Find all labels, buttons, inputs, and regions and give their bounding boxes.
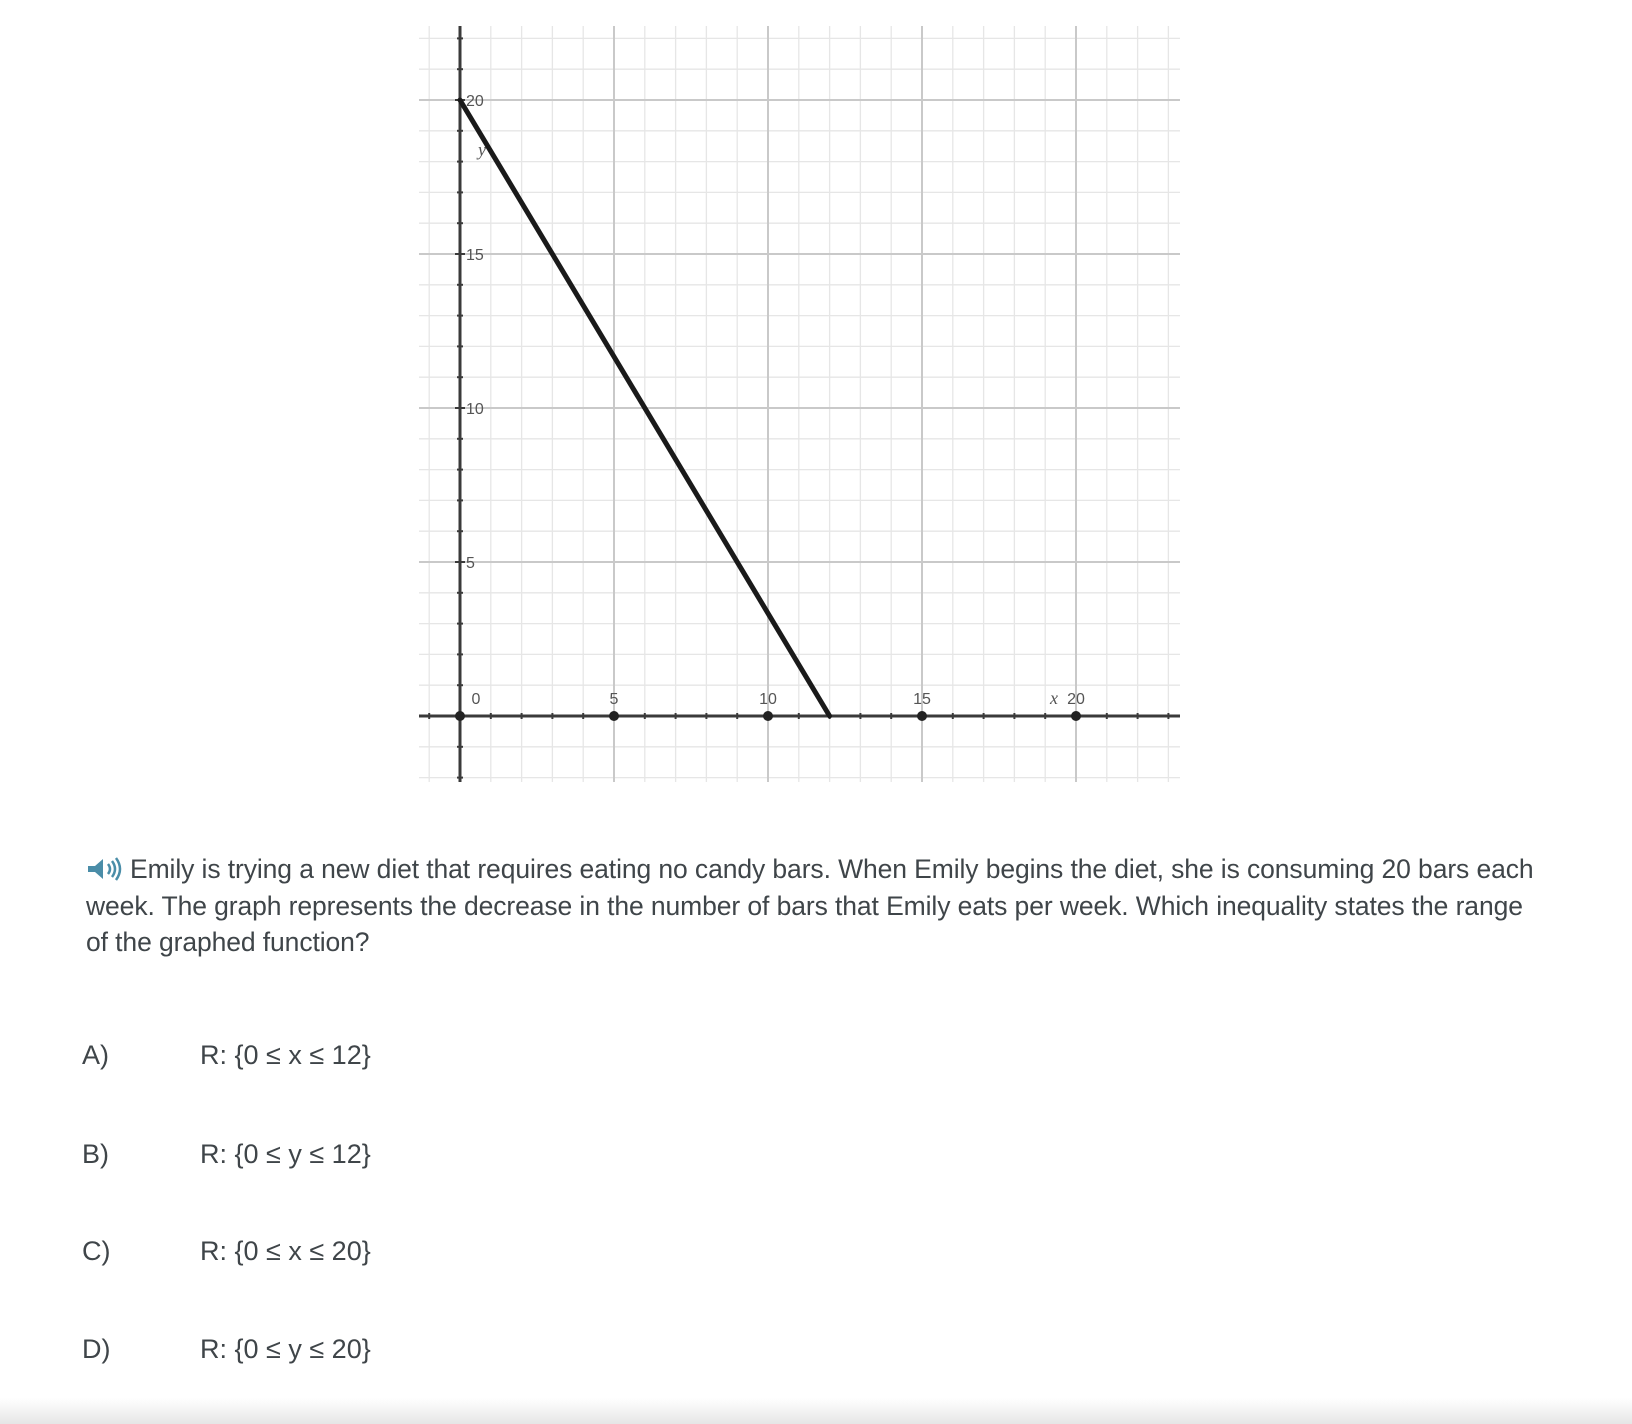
x-tick-label: 10 bbox=[759, 691, 777, 708]
x-tick-point bbox=[917, 711, 927, 721]
y-axis-label: y bbox=[478, 139, 486, 160]
answer-choice-a[interactable] bbox=[82, 1040, 682, 1084]
choice-text: R: {0 ≤ y ≤ 20} bbox=[200, 1334, 371, 1364]
y-tick-label: 10 bbox=[466, 401, 484, 418]
x-tick-label: 0 bbox=[471, 691, 481, 708]
choice-text: R: {0 ≤ y ≤ 12} bbox=[200, 1139, 371, 1169]
question-text: Emily is trying a new diet that requires eating no candy bars. When Emily begins the diet, she is consuming 20 bars each week. The graph represents the decrease in the number of bars that Emily eats per week. Which inequality states the range of the graphed function? bbox=[86, 854, 1534, 957]
speaker-icon[interactable] bbox=[86, 855, 126, 881]
choice-letter: C) bbox=[82, 1236, 111, 1266]
bottom-shadow bbox=[0, 1398, 1632, 1424]
choice-letter: B) bbox=[82, 1139, 109, 1169]
y-tick-label: 15 bbox=[466, 247, 484, 264]
answer-choice-b[interactable] bbox=[82, 1139, 682, 1183]
y-tick-label: 5 bbox=[466, 555, 475, 572]
choice-text: R: {0 ≤ x ≤ 12} bbox=[200, 1040, 371, 1070]
answer-choice-c[interactable] bbox=[82, 1236, 682, 1280]
x-tick-point bbox=[763, 711, 773, 721]
answer-choice-d[interactable] bbox=[82, 1334, 682, 1378]
choice-letter: D) bbox=[82, 1334, 111, 1364]
x-axis-label: x bbox=[1050, 688, 1058, 708]
y-tick-label: 20 bbox=[466, 93, 484, 110]
x-tick-label: 20 bbox=[1067, 691, 1085, 708]
question-text-block bbox=[86, 851, 1546, 961]
choice-letter: A) bbox=[82, 1040, 109, 1070]
choice-text: R: {0 ≤ x ≤ 20} bbox=[200, 1236, 371, 1266]
x-tick-point bbox=[1071, 711, 1081, 721]
x-tick-label: 5 bbox=[609, 691, 619, 708]
x-tick-point bbox=[455, 711, 465, 721]
x-tick-point bbox=[609, 711, 619, 721]
x-tick-label: 15 bbox=[913, 691, 931, 708]
